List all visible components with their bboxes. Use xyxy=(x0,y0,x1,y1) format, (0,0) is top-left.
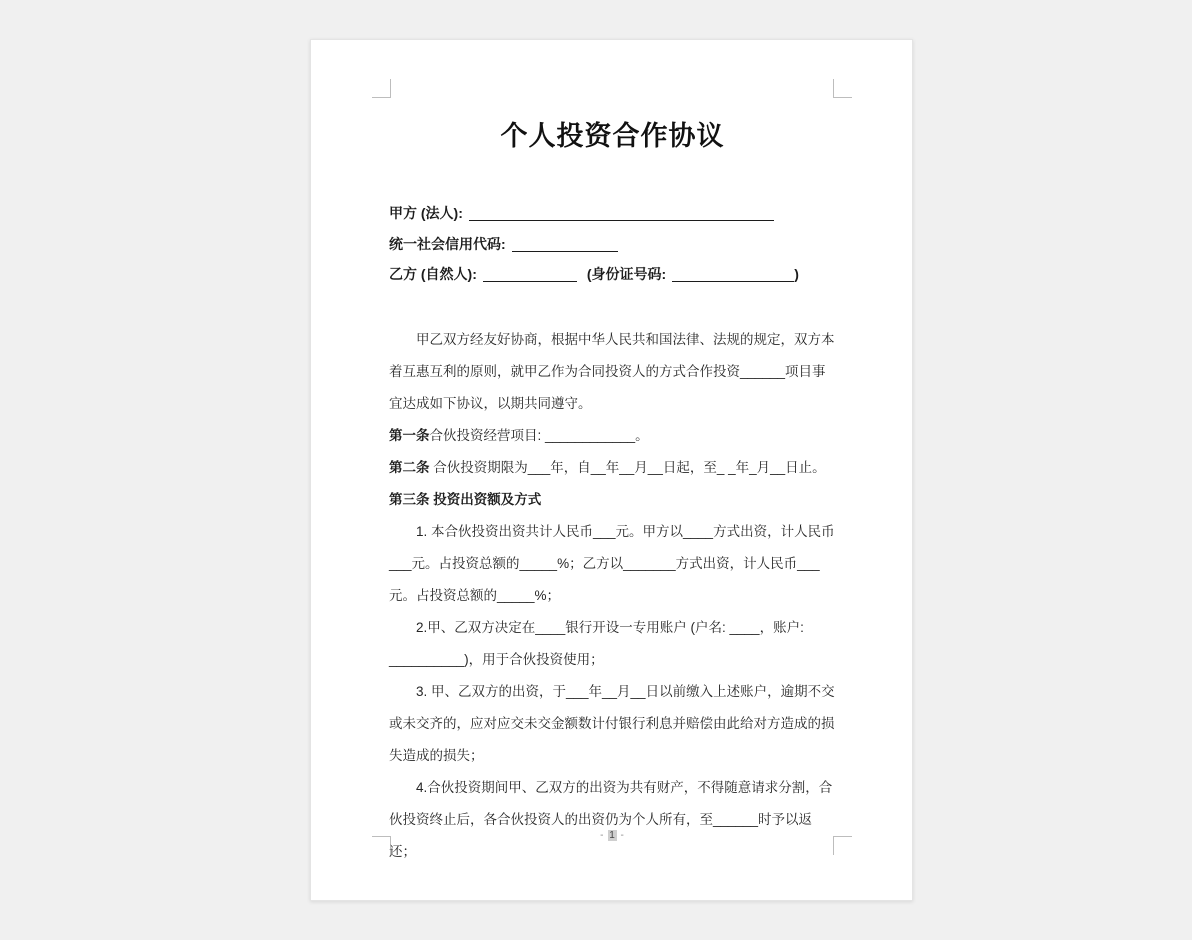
id-number-blank[interactable] xyxy=(672,266,794,282)
body-paragraph xyxy=(389,452,838,484)
id-number-label: (身份证号码: xyxy=(586,266,667,283)
margin-mark-top-left xyxy=(372,79,391,98)
field-row-party-a xyxy=(389,198,836,229)
body-run: 2.甲、乙双方决定在____银行开设一专用账户 (户名: ____，账户: __________)，用于合伙投资使用； xyxy=(389,620,804,667)
field-row-credit-code xyxy=(389,229,836,260)
field-row-party-b xyxy=(389,259,836,290)
body-run-bold: 第三条 投资出资额及方式 xyxy=(389,492,542,507)
body-run: 3. 甲、乙双方的出资，于___年__月__日以前缴入上述账户，逾期不交或未交齐的，应对应交未交金额数计付银行利息并赔偿由此给对方造成的损失造成的损失； xyxy=(389,684,835,763)
body-run: 合伙投资经营项目: ____________。 xyxy=(429,428,649,443)
document-body xyxy=(389,324,838,868)
body-paragraph xyxy=(389,612,838,676)
body-paragraph xyxy=(389,516,838,612)
party-b-label: 乙方 (自然人): xyxy=(389,266,477,283)
body-run-bold: 第二条 xyxy=(389,460,430,475)
party-a-label: 甲方 (法人): xyxy=(389,205,463,222)
id-number-close-paren: ) xyxy=(794,266,799,283)
body-run: 1. 本合伙投资出资共计人民币___元。甲方以____方式出资，计人民币___元。占投资总额的_____%；乙方以_______方式出资，计人民币___元。占投资总额的_____%； xyxy=(389,524,835,603)
page-number-field: 1 xyxy=(609,830,616,841)
credit-code-blank[interactable] xyxy=(512,236,618,252)
party-a-blank[interactable] xyxy=(469,205,774,221)
body-run: 4.合伙投资期间甲、乙双方的出资为共有财产，不得随意请求分割，合伙投资终止后，各合伙投资人的出资仍为个人所有，至______时予以返还； xyxy=(389,780,833,859)
body-paragraph xyxy=(389,676,838,772)
body-run-bold: 第一条 xyxy=(389,428,430,443)
document-title: 个人投资合作协议 xyxy=(500,121,725,151)
body-run: 合伙投资期限为___年，自__年__月__日起，至_ _年_月__日止。 xyxy=(429,460,826,475)
page-footer xyxy=(389,830,836,841)
footer-dash-right: - xyxy=(616,830,625,841)
margin-mark-top-right xyxy=(833,79,852,98)
body-paragraph xyxy=(389,420,838,452)
credit-code-label: 统一社会信用代码: xyxy=(389,235,506,252)
document-page[interactable] xyxy=(310,39,913,901)
footer-dash-left: - xyxy=(600,830,609,841)
header-fields xyxy=(389,198,836,290)
body-paragraph xyxy=(389,484,838,516)
body-paragraph xyxy=(389,772,838,868)
body-paragraph xyxy=(389,324,838,420)
body-run: 甲乙双方经友好协商，根据中华人民共和国法律、法规的规定，双方本着互惠互利的原则，就甲乙作为合同投资人的方式合作投资______项目事宜达成如下协议，以期共同遵守。 xyxy=(389,332,835,411)
party-b-blank[interactable] xyxy=(483,266,577,282)
